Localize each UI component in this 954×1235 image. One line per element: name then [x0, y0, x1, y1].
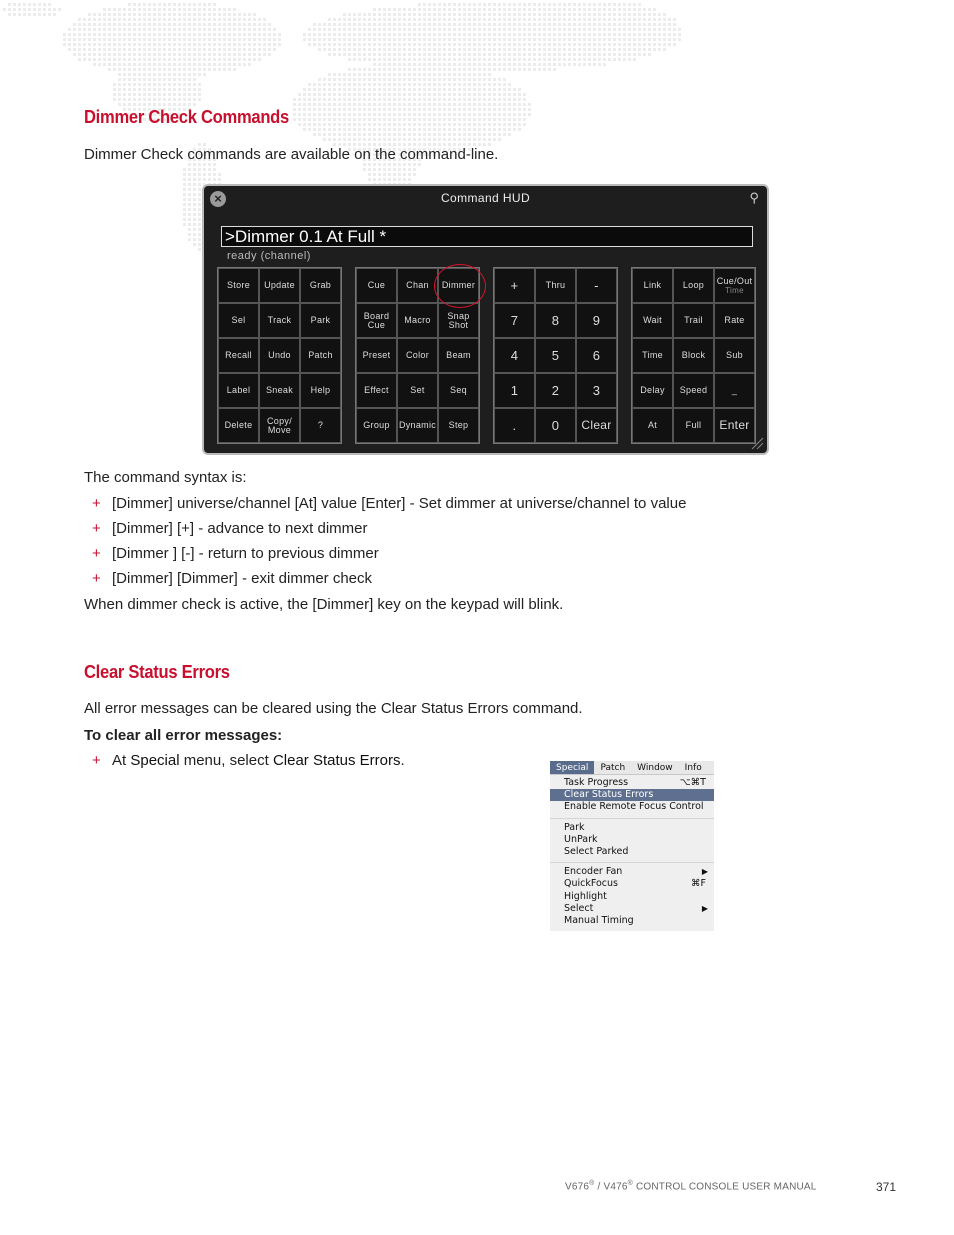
key-patch[interactable]: Patch	[300, 338, 341, 373]
key-3[interactable]: 3	[576, 373, 617, 408]
section-title-clear-status: Clear Status Errors	[84, 662, 230, 682]
key-grab[interactable]: Grab	[300, 268, 341, 303]
command-status: ready (channel)	[227, 250, 311, 262]
key-thru[interactable]: Thru	[535, 268, 576, 303]
key-seq[interactable]: Seq	[438, 373, 479, 408]
menubar-item-patch[interactable]: Patch	[600, 763, 626, 773]
section-title-dimmer-check: Dimmer Check Commands	[84, 107, 289, 127]
key-group[interactable]: Group	[356, 408, 397, 443]
key-track[interactable]: Track	[259, 303, 300, 338]
syntax-list	[92, 495, 686, 595]
list-item: + [Dimmer] universe/channel [At] value [Enter] - Set dimmer at universe/channel to value	[92, 495, 687, 512]
key-cue[interactable]: Cue	[356, 268, 397, 303]
menu-item-task-progress[interactable]: Task Progress ⌥⌘T	[564, 777, 706, 788]
special-menu-screenshot	[550, 761, 714, 931]
menu-separator	[550, 818, 714, 819]
key-symbol[interactable]: _	[714, 373, 755, 408]
key-symbol[interactable]: ?	[300, 408, 341, 443]
list-item: + [Dimmer] [+] - advance to next dimmer	[92, 520, 368, 537]
bullet-plus: +	[92, 752, 101, 769]
procedure-list	[92, 752, 405, 777]
key-6[interactable]: 6	[576, 338, 617, 373]
key-sel[interactable]: Sel	[218, 303, 259, 338]
menu-item-manual-timing[interactable]: Manual Timing	[564, 914, 634, 926]
menubar-item-info[interactable]: Info	[684, 763, 702, 773]
key-8[interactable]: 8	[535, 303, 576, 338]
key-5[interactable]: 5	[535, 338, 576, 373]
key-group	[493, 267, 618, 444]
key-snap-shot[interactable]: Snap Shot	[438, 303, 479, 338]
menu-items	[550, 775, 714, 927]
key-7[interactable]: 7	[494, 303, 535, 338]
bullet-plus: +	[92, 495, 101, 512]
hud-title: Command HUD	[440, 191, 531, 205]
key-1[interactable]: 1	[494, 373, 535, 408]
key-store[interactable]: Store	[218, 268, 259, 303]
key-full[interactable]: Full	[673, 408, 714, 443]
key-block[interactable]: Block	[673, 338, 714, 373]
menu-item-select-parked[interactable]: Select Parked	[564, 845, 629, 857]
key-at[interactable]: At	[632, 408, 673, 443]
key-sub[interactable]: Sub	[714, 338, 755, 373]
menu-item-select[interactable]: Select ▶	[564, 902, 708, 914]
key-delete[interactable]: Delete	[218, 408, 259, 443]
key-wait[interactable]: Wait	[632, 303, 673, 338]
menu-item-clear-status-errors[interactable]: Clear Status Errors	[550, 789, 714, 801]
menu-item-enable-remote-focus-control[interactable]: Enable Remote Focus Control	[564, 801, 704, 813]
key-0[interactable]: 0	[535, 408, 576, 443]
bullet-plus: +	[92, 520, 101, 537]
key-beam[interactable]: Beam	[438, 338, 479, 373]
key-park[interactable]: Park	[300, 303, 341, 338]
key-macro[interactable]: Macro	[397, 303, 438, 338]
close-icon[interactable]: ×	[210, 191, 226, 207]
key-trail[interactable]: Trail	[673, 303, 714, 338]
submenu-arrow-icon: ▶	[701, 903, 708, 913]
key-help[interactable]: Help	[300, 373, 341, 408]
menu-name: Special	[130, 752, 180, 769]
key-enter[interactable]: Enter	[714, 408, 755, 443]
key-9[interactable]: 9	[576, 303, 617, 338]
menubar-item-special[interactable]: Special	[550, 761, 594, 774]
clear-status-intro: All error messages can be cleared using the Clear Status Errors command.	[84, 700, 583, 717]
key-link[interactable]: Link	[632, 268, 673, 303]
key-label[interactable]: Label	[218, 373, 259, 408]
menu-separator	[550, 862, 714, 863]
key-2[interactable]: 2	[535, 373, 576, 408]
command-line-input[interactable]: >Dimmer 0.1 At Full *	[221, 226, 753, 247]
pin-icon[interactable]: ⚲	[749, 190, 759, 205]
key-recall[interactable]: Recall	[218, 338, 259, 373]
key-step[interactable]: Step	[438, 408, 479, 443]
procedure-title: To clear all error messages:	[84, 727, 283, 744]
list-item: + At Special menu, select Clear Status Errors.	[92, 752, 405, 769]
menu-item-name: Clear Status Errors	[272, 752, 401, 769]
bullet-plus: +	[92, 545, 101, 562]
bullet-plus: +	[92, 570, 101, 587]
menu-item-highlight[interactable]: Highlight	[564, 890, 607, 902]
key-speed[interactable]: Speed	[673, 373, 714, 408]
key-dynamic[interactable]: Dynamic	[397, 408, 438, 443]
key-dimmer[interactable]: Dimmer	[438, 268, 479, 303]
key-copy-move[interactable]: Copy/ Move	[259, 408, 300, 443]
page-number: 371	[876, 1180, 897, 1194]
key-4[interactable]: 4	[494, 338, 535, 373]
key-loop[interactable]: Loop	[673, 268, 714, 303]
resize-grip-icon[interactable]	[750, 436, 764, 450]
key-effect[interactable]: Effect	[356, 373, 397, 408]
key-set[interactable]: Set	[397, 373, 438, 408]
dimmer-check-note: When dimmer check is active, the [Dimmer] key on the keypad will blink.	[84, 596, 564, 613]
key-symbol[interactable]: +	[494, 268, 535, 303]
key-update[interactable]: Update	[259, 268, 300, 303]
key-delay[interactable]: Delay	[632, 373, 673, 408]
dimmer-check-intro: Dimmer Check commands are available on the command-line.	[84, 146, 499, 163]
menu-item-quickfocus[interactable]: QuickFocus ⌘F	[564, 878, 706, 890]
list-item: + [Dimmer] [Dimmer] - exit dimmer check	[92, 570, 373, 587]
key-undo[interactable]: Undo	[259, 338, 300, 373]
key-group	[631, 267, 756, 444]
dimmer-key-highlight-circle	[434, 264, 486, 308]
key-sneak[interactable]: Sneak	[259, 373, 300, 408]
menu-item-encoder-fan[interactable]: Encoder Fan ▶	[564, 866, 708, 878]
menu-item-unpark[interactable]: UnPark	[564, 833, 598, 845]
key-chan[interactable]: Chan	[397, 268, 438, 303]
key-group	[217, 267, 342, 444]
list-item: + [Dimmer ] [-] - return to previous dimmer	[92, 545, 379, 562]
menubar-item-window[interactable]: Window	[637, 763, 673, 773]
menu-item-park[interactable]: Park	[564, 821, 585, 833]
key-symbol[interactable]: -	[576, 268, 617, 303]
key-time[interactable]: Time	[632, 338, 673, 373]
key-preset[interactable]: Preset	[356, 338, 397, 373]
command-hud-window	[202, 184, 769, 455]
key-symbol[interactable]: .	[494, 408, 535, 443]
menu-bar	[550, 761, 714, 775]
key-rate[interactable]: Rate	[714, 303, 755, 338]
submenu-arrow-icon: ▶	[701, 867, 708, 877]
key-cue-out-time[interactable]: Cue/Out Time	[714, 268, 755, 303]
footer-title: V676® / V476® CONTROL CONSOLE USER MANUAL	[565, 1180, 817, 1193]
key-board-cue[interactable]: Board Cue	[356, 303, 397, 338]
key-clear[interactable]: Clear	[576, 408, 617, 443]
key-color[interactable]: Color	[397, 338, 438, 373]
syntax-intro: The command syntax is:	[84, 469, 247, 486]
